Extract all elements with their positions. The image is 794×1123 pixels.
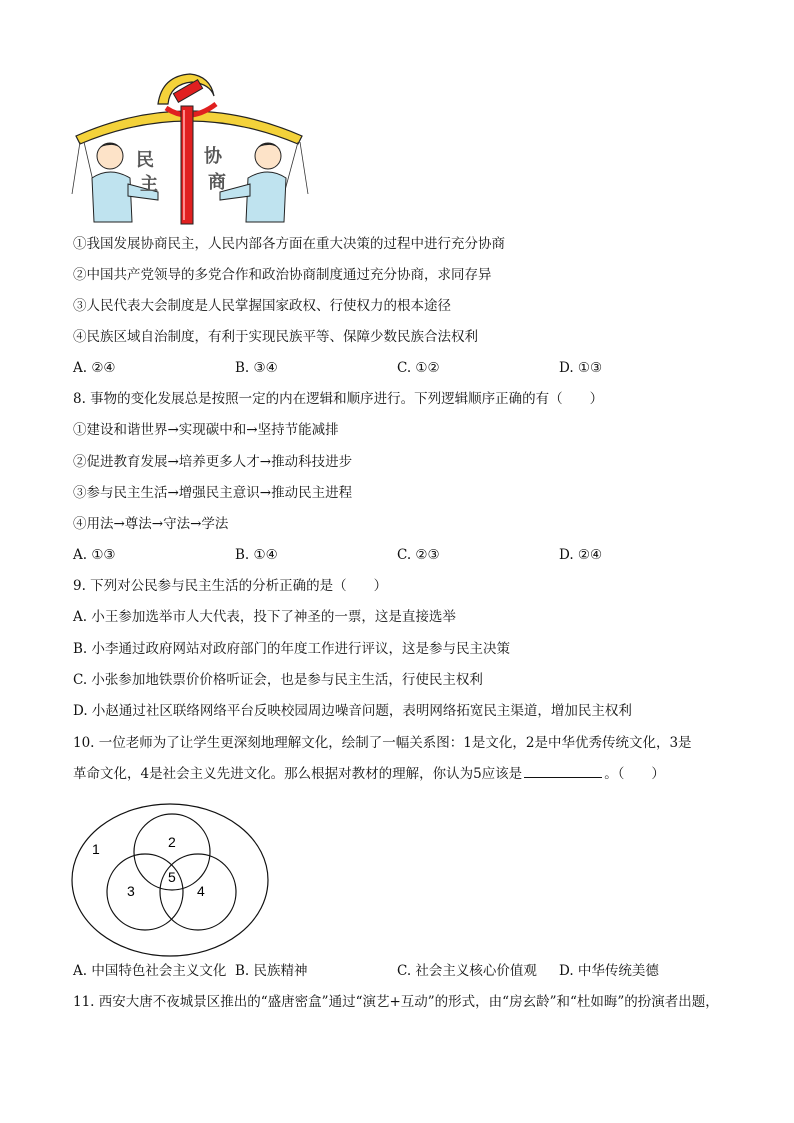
q7-options bbox=[73, 359, 733, 377]
venn-label-4: 4 bbox=[197, 883, 205, 899]
culture-venn-diagram bbox=[70, 802, 270, 958]
q7-statement-2: ②中国共产党领导的多党合作和政治协商制度通过充分协商，求同存异 bbox=[73, 267, 492, 283]
q10-options bbox=[73, 962, 733, 980]
q8-option-a[interactable]: A. ①③ bbox=[73, 547, 116, 563]
q7-option-b[interactable]: B. ③④ bbox=[235, 360, 278, 376]
q8-statement-3: ③参与民主生活→增强民主意识→推动民主进程 bbox=[73, 485, 353, 501]
q8-option-d[interactable]: D. ②④ bbox=[559, 547, 603, 563]
q11-stem: 11. 西安大唐不夜城景区推出的“盛唐密盒”通过“演艺+互动”的形式，由“房玄龄”和“杜如晦”的扮演者出题， bbox=[73, 994, 719, 1010]
q9-option-c[interactable]: C. 小张参加地铁票价价格听证会，也是参与民主生活，行使民主权利 bbox=[73, 672, 483, 688]
q7-option-c[interactable]: C. ①② bbox=[397, 360, 440, 376]
q8-stem: 8. 事物的变化发展总是按照一定的内在逻辑和顺序进行。下列逻辑顺序正确的有（ ） bbox=[73, 391, 604, 407]
q7-statement-4: ④民族区域自治制度，有利于实现民族平等、保障少数民族合法权利 bbox=[73, 329, 478, 345]
cartoon-left-char-1: 民 bbox=[136, 150, 154, 171]
cartoon-left-char-2: 主 bbox=[140, 174, 158, 195]
q8-statement-4: ④用法→尊法→守法→学法 bbox=[73, 516, 229, 532]
cartoon-right-char-1: 协 bbox=[204, 146, 222, 167]
q10-stem-line-2 bbox=[73, 765, 665, 783]
q9-option-a[interactable]: A. 小王参加选举市人大代表，投下了神圣的一票，这是直接选举 bbox=[73, 609, 456, 625]
answer-blank[interactable] bbox=[524, 765, 602, 778]
q7-statement-3: ③人民代表大会制度是人民掌握国家政权、行使权力的根本途径 bbox=[73, 298, 451, 314]
venn-label-1: 1 bbox=[92, 841, 100, 857]
q10-stem-before-blank: 革命文化，4是社会主义先进文化。那么根据对教材的理解，你认为5应该是 bbox=[73, 766, 523, 782]
q7-option-a[interactable]: A. ②④ bbox=[73, 360, 116, 376]
democracy-consultation-cartoon bbox=[70, 66, 310, 226]
q10-option-b[interactable]: B. 民族精神 bbox=[235, 963, 308, 979]
q8-options bbox=[73, 546, 733, 564]
q10-option-c[interactable]: C. 社会主义核心价值观 bbox=[397, 963, 537, 979]
q9-option-d[interactable]: D. 小赵通过社区联络网络平台反映校园周边噪音问题，表明网络拓宽民主渠道，增加民主权利 bbox=[73, 703, 632, 719]
q10-stem-line-1: 10. 一位老师为了让学生更深刻地理解文化，绘制了一幅关系图：1是文化，2是中华优秀传统文化，3是 bbox=[73, 735, 692, 751]
q9-stem: 9. 下列对公民参与民主生活的分析正确的是（ ） bbox=[73, 578, 388, 594]
q8-option-c[interactable]: C. ②③ bbox=[397, 547, 440, 563]
q8-statement-1: ①建设和谐世界→实现碳中和→坚持节能减排 bbox=[73, 422, 339, 438]
right-figure bbox=[220, 143, 286, 222]
q10-option-a[interactable]: A. 中国特色社会主义文化 bbox=[73, 963, 227, 979]
q10-option-d[interactable]: D. 中华传统美德 bbox=[559, 963, 659, 979]
venn-label-5: 5 bbox=[168, 869, 176, 885]
q10-stem-after-blank: 。（ ） bbox=[604, 766, 665, 782]
q8-statement-2: ②促进教育发展→培养更多人才→推动科技进步 bbox=[73, 454, 353, 470]
venn-label-3: 3 bbox=[127, 883, 135, 899]
cartoon-right-char-2: 商 bbox=[208, 172, 226, 193]
venn-label-2: 2 bbox=[168, 834, 176, 850]
q9-option-b[interactable]: B. 小李通过政府网站对政府部门的年度工作进行评议，这是参与民主决策 bbox=[73, 641, 511, 657]
q8-option-b[interactable]: B. ①④ bbox=[235, 547, 278, 563]
q7-statement-1: ①我国发展协商民主，人民内部各方面在重大决策的过程中进行充分协商 bbox=[73, 236, 505, 252]
q7-option-d[interactable]: D. ①③ bbox=[559, 360, 603, 376]
